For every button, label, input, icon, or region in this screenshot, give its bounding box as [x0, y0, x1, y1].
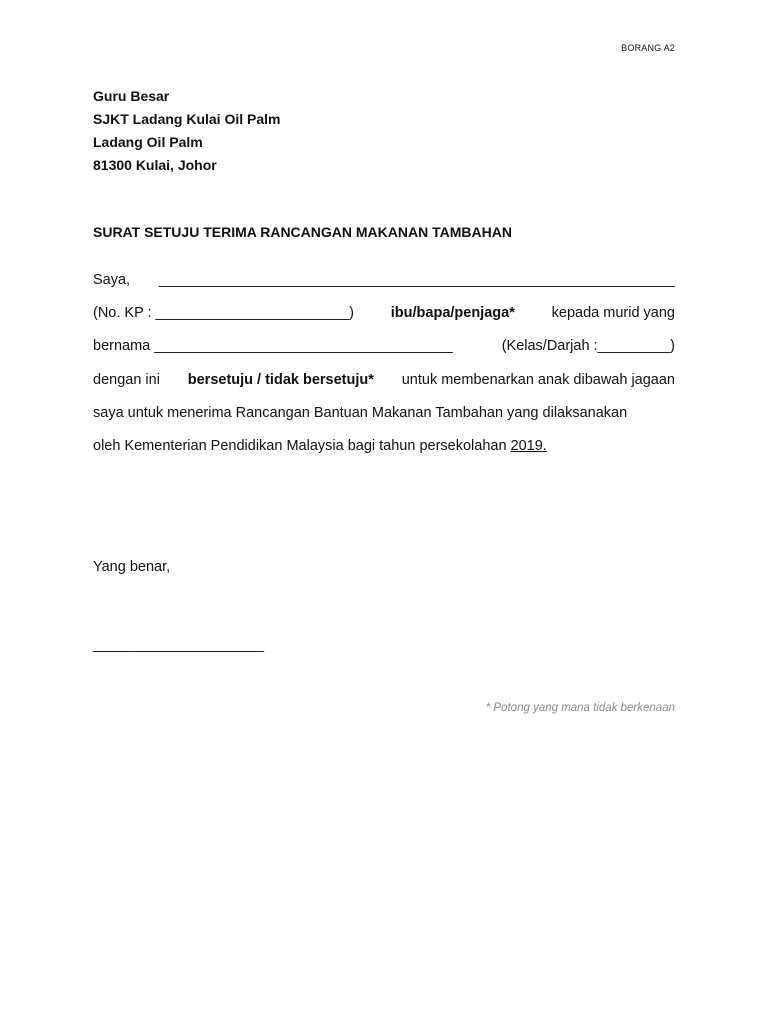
- paragraph-line-3: [93, 330, 675, 363]
- paragraph-line-6: [93, 430, 675, 463]
- line-5-text: saya untuk menerima Rancangan Bantuan Makanan Tambahan yang dilaksanakan: [93, 404, 628, 421]
- consent-paragraph: [93, 264, 675, 463]
- footnote: * Potong yang mana tidak berkenaan: [485, 702, 675, 714]
- address-line-4: 81300 Kulai, Johor: [93, 157, 217, 173]
- paragraph-line-2: [93, 297, 675, 330]
- line-4-start: dengan ini: [93, 371, 160, 388]
- ic-number-blank: (No. KP : ________________________): [93, 305, 354, 322]
- paragraph-line-4: [93, 364, 675, 397]
- line-2-text: kepada murid yang: [551, 305, 675, 322]
- consent-choice: bersetuju / tidak bersetuju*: [187, 371, 374, 388]
- school-year: 2019.: [510, 437, 547, 454]
- address-line-2: SJKT Ladang Kulai Oil Palm: [93, 111, 281, 127]
- name-blank: ________________________________________________________________: [158, 272, 675, 288]
- paragraph-line-1: [93, 264, 675, 297]
- name-label: Saya,: [93, 272, 131, 288]
- letter-title: SURAT SETUJU TERIMA RANCANGAN MAKANAN TAMBAHAN: [93, 224, 512, 240]
- student-name-blank: bernama _____________________________________: [93, 338, 453, 355]
- line-6-text: oleh Kementerian Pendidikan Malaysia bagi tahun persekolahan: [93, 437, 507, 454]
- paragraph-line-5: [93, 397, 675, 430]
- address-line-3: Ladang Oil Palm: [93, 134, 203, 150]
- signature-line: ______________________: [93, 637, 264, 653]
- closing-salutation: Yang benar,: [93, 559, 171, 575]
- form-code: BORANG A2: [621, 43, 675, 53]
- address-line-1: Guru Besar: [93, 88, 170, 104]
- guardian-role: ibu/bapa/penjaga*: [390, 305, 515, 322]
- line-4-text: untuk membenarkan anak dibawah jagaan: [401, 371, 675, 388]
- class-blank: (Kelas/Darjah :_________): [501, 338, 675, 355]
- recipient-address: [93, 85, 280, 177]
